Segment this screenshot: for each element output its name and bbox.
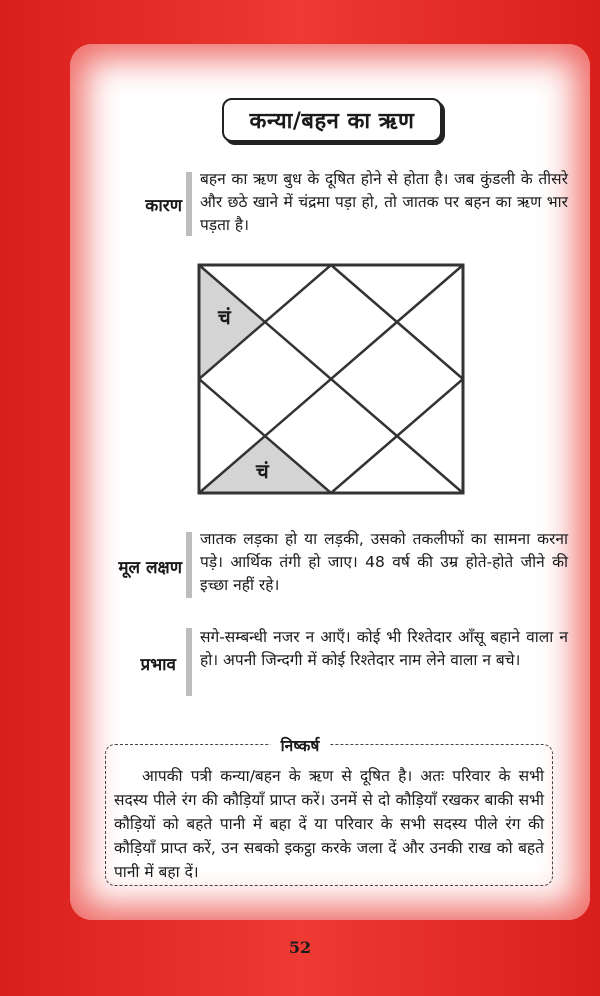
section-text-mool-lakshan: जातक लड़का हो या लड़की, उसको तकलीफों का सामना करना पड़े। आर्थिक तंगी हो जाए। 48 वर्ष की उम्र होते-होते जीने की इच्छा नहीं रहे। (200, 530, 568, 594)
page-title (222, 98, 442, 142)
section-label-mool-lakshan: मूल लक्षण (118, 558, 182, 578)
section-label-prabhav: प्रभाव (140, 655, 176, 675)
section-text-karan: बहन का ऋण बुध के दूषित होने से होता है। जब कुंडली के तीसरे और छठे खाने में चंद्रमा पड़ा हो, तो जातक पर बहन का ऋण भार पड़ता है। (200, 170, 568, 234)
chart-label-house-6: चं (256, 459, 269, 483)
conclusion-text: आपकी पत्री कन्या/बहन के ऋण से दूषित है। अतः परिवार के सभी सदस्य पीले रंग की कौड़ियाँ प्राप्त करें। उनमें से दो कौड़ियाँ रखकर बाकी सभी कौड़ियों को बहते पानी में बहा दें या परिवार के सभी सदस्य पीले रंग की कौड़ियाँ प्राप्त करें, उन सबको इकट्ठा करके जला दें और उनकी राख को बहते पानी में बहा दें। (114, 767, 544, 881)
page-number: 52 (288, 938, 312, 957)
chart-house-3-fill (199, 265, 265, 379)
section-bar-karan (186, 172, 192, 236)
chart-label-house-3: चं (218, 305, 231, 329)
kundli-chart (196, 262, 466, 496)
section-label-karan: कारण (145, 196, 182, 216)
page-title-text: कन्या/बहन का ऋण (249, 109, 415, 134)
section-bar-mool-lakshan (186, 532, 192, 598)
section-bar-prabhav (186, 628, 192, 696)
conclusion-heading: निष्कर्ष (271, 734, 330, 756)
section-text-prabhav: सगे-सम्बन्धी नजर न आएँ। कोई भी रिश्तेदार आँसू बहाने वाला न हो। अपनी जिन्दगी में कोई रिश्तेदार नाम लेने वाला न बचे। (200, 628, 568, 669)
